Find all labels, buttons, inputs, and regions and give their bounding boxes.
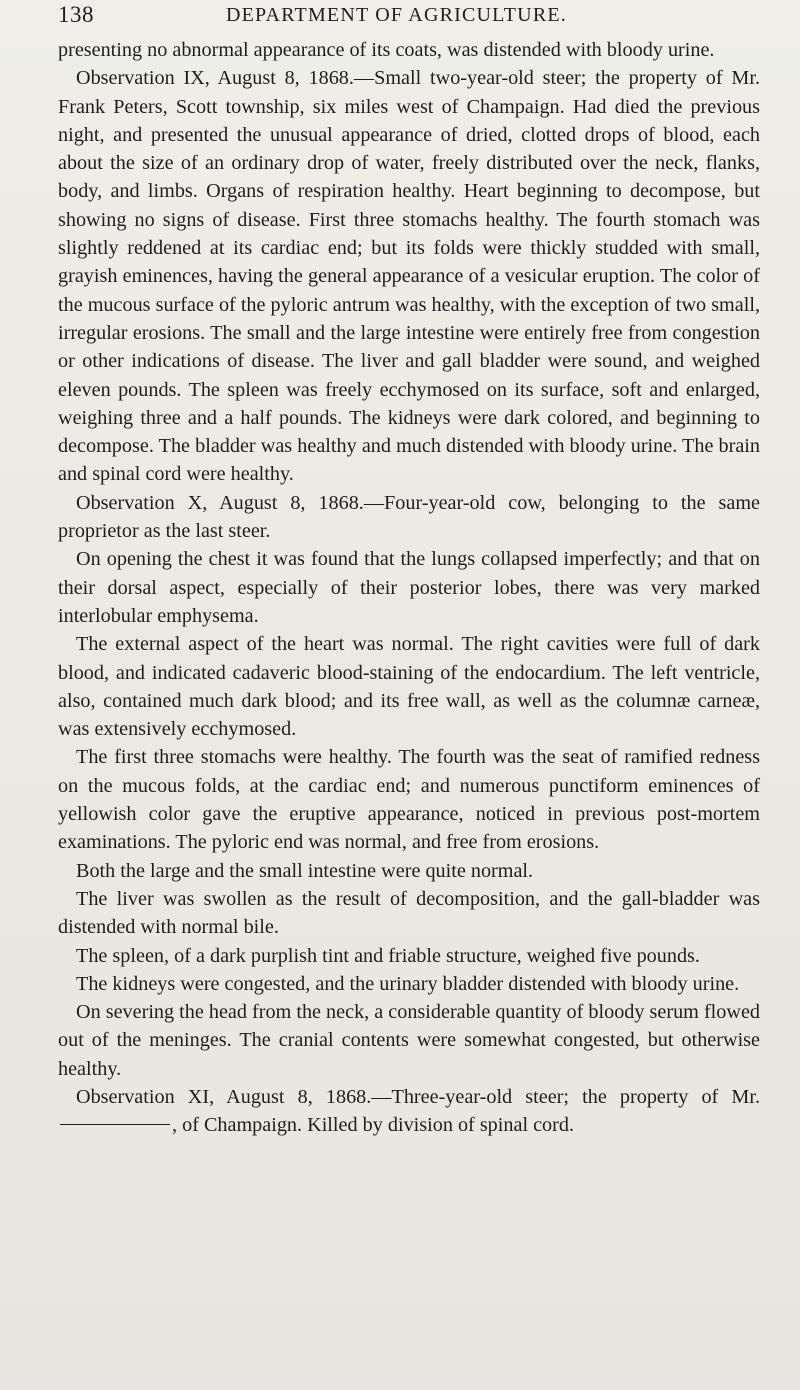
page-header (58, 2, 748, 30)
page-number: 138 (58, 2, 94, 27)
paragraph-spleen: The spleen, of a dark purplish tint and friable structure, weighed five pounds. (76, 944, 700, 967)
paragraph-intestines: Both the large and the small intestine were quite normal. (76, 859, 534, 882)
paragraph-observation-xi (58, 1083, 760, 1140)
observation-xi-end: , of Champaign. Killed by division of spinal cord. (172, 1114, 575, 1137)
paragraph-head: On severing the head from the neck, a considerable quantity of bloody serum flowed out of the meninges. The cranial contents were somewhat congested, but otherwise healthy. (58, 1001, 760, 1080)
paragraph-stomachs: The first three stomachs were healthy. The fourth was the seat of ramified redness on the mucous folds, at the cardiac end; and numerous punctiform eminences of yellowish color gave the eruptive appearance, noticed in previous post-mortem examinations. The pyloric end was normal, and free from erosions. (58, 746, 760, 854)
paragraph-continuation: presenting no abnormal appearance of its coats, was distended with bloody urine. (58, 39, 715, 61)
body-text (58, 36, 760, 1140)
running-head: DEPARTMENT OF AGRICULTURE. (226, 4, 567, 26)
paragraph-chest: On opening the chest it was found that the lungs collapsed imperfectly; and that on their dorsal aspect, especially of their posterior lobes, there was very marked interlobular emphysema. (58, 548, 760, 627)
observation-xi-start: Observation XI, August 8, 1868.—Three-year-old steer; the property of Mr. (76, 1085, 760, 1108)
paragraph-liver: The liver was swollen as the result of decomposition, and the gall-bladder was distended with normal bile. (58, 887, 760, 939)
paragraph-kidneys: The kidneys were congested, and the urinary bladder distended with bloody urine. (76, 972, 740, 995)
paragraph-observation-ix: Observation IX, August 8, 1868.—Small two-year-old steer; the property of Mr. Frank Peters, Scott township, six miles west of Champaign. Had died the previous night, and presented the unusual appearance of dried, clotted drops of blood, each about the size of an ordinary drop of water, freely distributed over the neck, flanks, body, and limbs. Organs of respiration healthy. Heart beginning to decompose, but showing no signs of disease. First three stomachs healthy. The fourth stomach was slightly reddened at its cardiac end; but its folds were thickly studded with small, grayish eminences, having the general appearance of a vesicular eruption. The color of the mucous surface of the pyloric antrum was healthy, with the exception of two small, irregular erosions. The small and the large intestine were entirely free from congestion or other indications of disease. The liver and gall bladder were sound, and weighed eleven pounds. The spleen was freely ecchymosed on its surface, soft and enlarged, weighing three and a half pounds. The kidneys were dark colored, and beginning to decompose. The bladder was healthy and much distended with bloody urine. The brain and spinal cord were healthy. (58, 67, 760, 486)
paragraph-observation-x: Observation X, August 8, 1868.—Four-year-old cow, belonging to the same proprietor as the last steer. (58, 491, 760, 543)
name-blank-line (60, 1124, 170, 1125)
paragraph-heart: The external aspect of the heart was normal. The right cavities were full of dark blood, and indicated cadaveric blood-staining of the endocardium. The left ventricle, also, contained much dark blood; and its free wall, as well as the columnæ carneæ, was extensively ecchymosed. (58, 633, 760, 741)
